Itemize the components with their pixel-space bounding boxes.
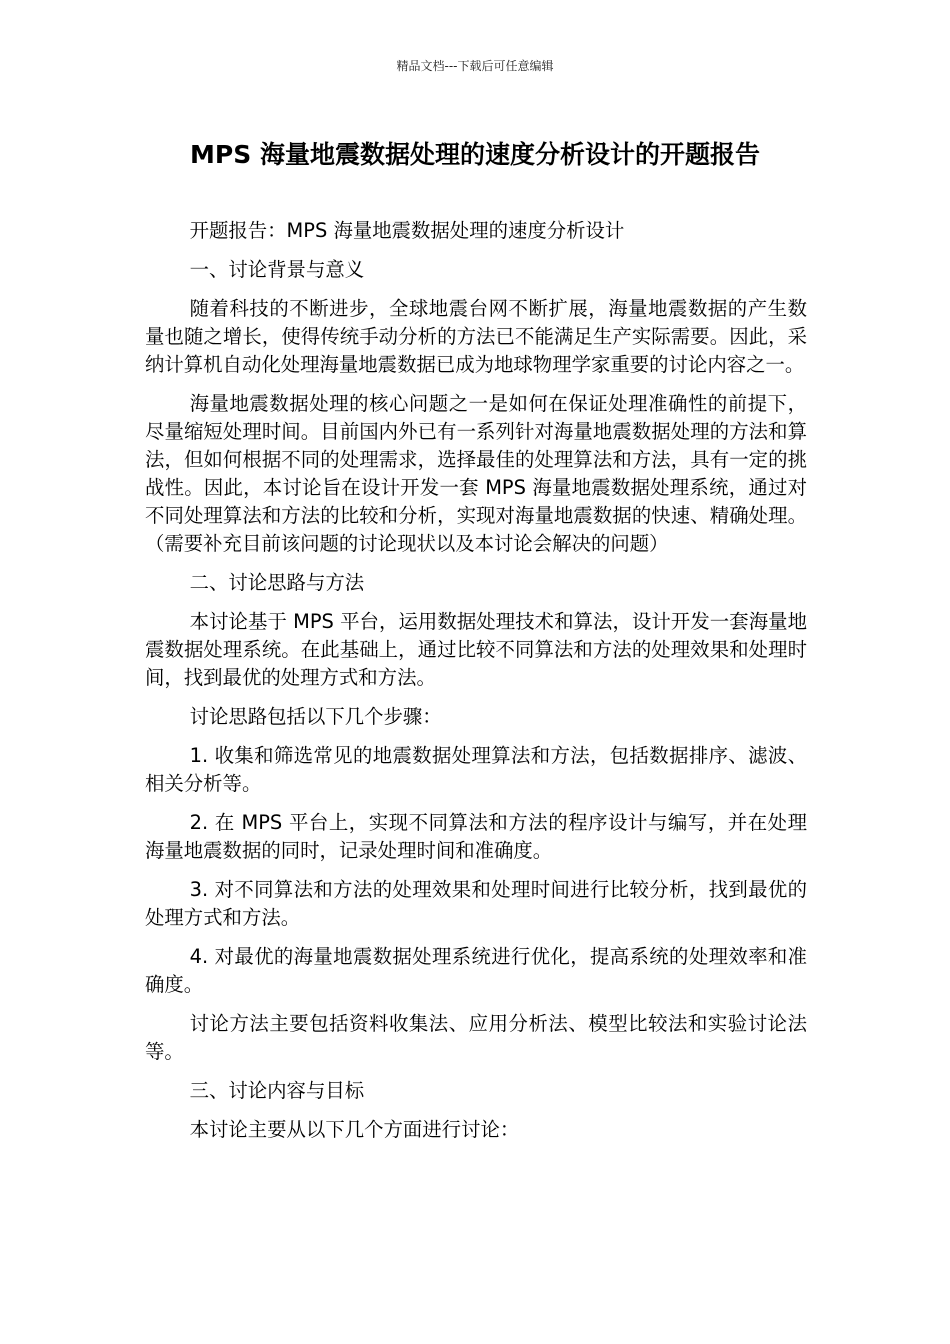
header-note: 精品文档---下载后可任意编辑 (396, 59, 554, 73)
paragraph-content-intro: 本讨论主要从以下几个方面进行讨论： (189, 1118, 520, 1141)
list-item-step-3: 3. 对不同算法和方法的处理效果和处理时间进行比较分析，找到最优的处理方式和方法。 (145, 878, 807, 929)
section-heading-approach: 二、讨论思路与方法 (189, 571, 365, 594)
paragraph-methods: 讨论方法主要包括资料收集法、应用分析法、模型比较法和实验讨论法等。 (145, 1012, 807, 1063)
document-body (145, 217, 807, 1155)
paragraph-approach-steps-intro: 讨论思路包括以下几个步骤： (189, 705, 442, 728)
document-title: MPS 海量地震数据处理的速度分析设计的开题报告 (190, 140, 760, 169)
paragraph-intro: 开题报告：MPS 海量地震数据处理的速度分析设计 (189, 219, 625, 242)
list-item-step-4: 4. 对最优的海量地震数据处理系统进行优化，提高系统的处理效率和准确度。 (145, 945, 807, 996)
paragraph-background-1: 随着科技的不断进步，全球地震台网不断扩展，海量地震数据的产生数量也随之增长，使得传统手动分析的方法已不能满足生产实际需要。因此，采纳计算机自动化处理海量地震数据已成为地球物理学家重要的讨论内容之一。 (145, 297, 807, 376)
section-heading-content: 三、讨论内容与目标 (189, 1079, 365, 1102)
section-heading-background: 一、讨论背景与意义 (189, 258, 365, 281)
list-item-step-2: 2. 在 MPS 平台上，实现不同算法和方法的程序设计与编写，并在处理海量地震数据的同时，记录处理时间和准确度。 (145, 811, 807, 862)
paragraph-approach-1: 本讨论基于 MPS 平台，运用数据处理技术和算法，设计开发一套海量地震数据处理系统。在此基础上，通过比较不同算法和方法的处理效果和处理时间，找到最优的处理方式和方法。 (145, 610, 807, 689)
paragraph-background-2: 海量地震数据处理的核心问题之一是如何在保证处理准确性的前提下，尽量缩短处理时间。目前国内外已有一系列针对海量地震数据处理的方法和算法，但如何根据不同的处理需求，选择最佳的处理算法和方法，具有一定的挑战性。因此，本讨论旨在设计开发一套 MPS 海量地震数据处理系统，通过对不同处理算法和方法的比较和分析，实现对海量地震数据的快速、精确处理。（需要补充目前该问题的讨论现状以及本讨论会解决的问题） (145, 392, 807, 555)
list-item-step-1: 1. 收集和筛选常见的地震数据处理算法和方法，包括数据排序、滤波、相关分析等。 (145, 744, 807, 795)
